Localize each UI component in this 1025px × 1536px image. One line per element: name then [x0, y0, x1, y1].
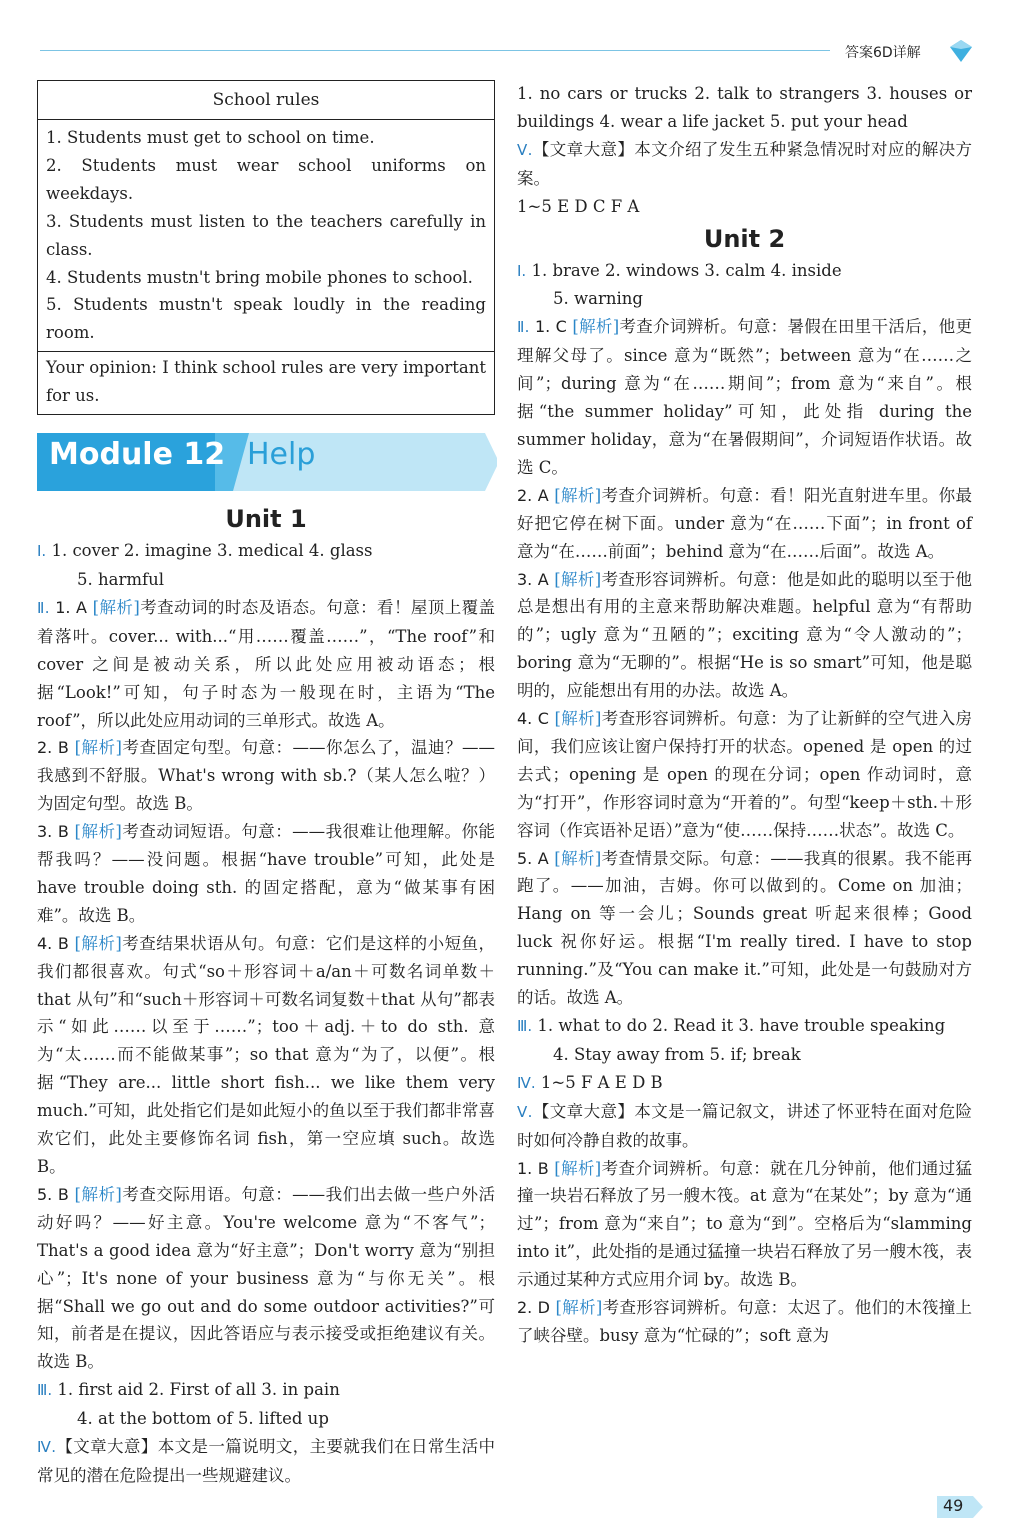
section-number: Ⅴ.	[517, 1102, 533, 1121]
module-title: Help	[247, 437, 316, 473]
section-number: Ⅳ.	[37, 1438, 56, 1457]
summary-text: 【文章大意】本文是一篇说明文，主要就我们在日常生活中常见的潜在危险提出一些规避建议。	[37, 1437, 495, 1485]
answer-line: 1~5 F A E D B	[540, 1072, 663, 1092]
analysis-tag: [解析]	[554, 848, 602, 868]
analysis-text: 考查情景交际。句意：——我真的很累。我不能再跑了。——加油，吉姆。你可以做到的。Come on 加油；Hang on 等一会儿；Sounds great 听起来很棒；Good luck 祝你好运。根据“I'm really tired. I have to stop running.”及“You can make it.”可知，此处是一句鼓励对方的话。故选 A。	[517, 848, 973, 1008]
analysis-tag: [解析]	[74, 738, 122, 758]
module-banner	[37, 429, 495, 495]
analysis-text: 考查介词辨析。句意：看！阳光直射进车里。你最好把它停在树下面。under 意为“在……下面”；in front of 意为“在……前面”；behind 意为“在……后面”。故选 A。	[517, 485, 973, 561]
rules-list	[38, 120, 494, 352]
section-number: Ⅳ.	[517, 1073, 536, 1092]
opinion-text: Your opinion: I think school rules are very important for us.	[46, 358, 486, 406]
analysis-text: 考查动词短语。句意：——我很难让他理解。你能帮我吗？——没问题。根据“have trouble”可知，此处是 have trouble doing sth. 的固定搭配，意为“做某事有困难”。故选 B。	[37, 822, 496, 925]
analysis-text: 考查固定句型。句意：——你怎么了，温迪？——我感到不舒服。What's wrong with sb.?（某人怎么啦？）为固定句型。故选 B。	[37, 738, 496, 814]
analysis-tag: [解析]	[555, 1298, 603, 1318]
left-column	[37, 80, 495, 1490]
question-answer: 1. A	[55, 597, 87, 617]
rule-item: 2. Students must wear school uniforms on weekdays.	[46, 155, 486, 203]
analysis-tag: [解析]	[554, 569, 602, 589]
rule-item: 5. Students mustn't speak loudly in the reading room.	[46, 295, 486, 343]
header-label: 答案6D详解	[845, 45, 921, 61]
section-number: Ⅲ.	[37, 1381, 53, 1400]
analysis-tag: [解析]	[74, 933, 122, 953]
module-label: Module 12	[49, 437, 226, 473]
analysis-tag: [解析]	[572, 317, 620, 337]
analysis-text: 考查形容词辨析。句意：为了让新鲜的空气进入房间，我们应该让窗户保持打开的状态。opened 是 open 的过去式；opening 是 open 的现在分词；open 作动词时，意为“打开”，作形容词时意为“开着的”。句型“keep＋sth.＋形容词（作宾语补足语）”意为“使……保持……状态”。故选 C。	[517, 709, 973, 840]
analysis-text: 考查介词辨析。句意：暑假在田里干活后，他更理解父母了。since 意为“既然”；between 意为“在……之间”；during 意为“在……期间”；from 意为“来自”。根据“the summer holiday”可知，此处指 during the summer holiday，意为“在暑假期间”，介词短语作状语。故选 C。	[517, 317, 972, 477]
section-number: Ⅱ.	[37, 598, 50, 617]
question-answer: 3. B	[37, 822, 69, 842]
analysis-text: 考查介词辨析。句意：就在几分钟前，他们通过猛撞一块岩石释放了另一艘木筏。at 意为“在某处”；by 意为“通过”；from 意为“来自”；to 意为“到”。空格后为“slamming into it”，此处指的是通过猛撞一块岩石释放了另一艘木筏，表示通过某种方式应用介词 by。故选 B。	[517, 1158, 973, 1290]
right-column	[517, 80, 972, 1350]
analysis-text: 考查交际用语。句意：——我们出去做一些户外活动好吗？——好主意。You're welcome 意为“不客气”；That's a good idea 意为“好主意”；Don't worry 意为“别担心”；It's none of your business 意为“与你无关”。根据“Shall we go out and do some outdoor activities?”可知，前者是在提议，因此答语应与表示接受或拒绝建议有关。故选 B。	[37, 1184, 496, 1372]
answer-line: 1. brave 2. windows 3. calm 4. inside	[531, 260, 842, 280]
question-answer: 4. C	[517, 709, 549, 729]
section-number: Ⅰ.	[517, 261, 527, 280]
summary-text: 【文章大意】本文是一篇记叙文，讲述了怀亚特在面对危险时如何冷静自救的故事。	[517, 1101, 972, 1150]
unit-heading: Unit 2	[703, 224, 786, 253]
question-answer: 2. D	[517, 1298, 550, 1318]
page-number: 49	[943, 1496, 964, 1515]
analysis-text: 考查结果状语从句。句意：它们是这样的小短鱼，我们都很喜欢。句式“so＋形容词＋a/an＋可数名词单数＋that 从句”和“such＋形容词＋可数名词复数＋that 从句”都表示“如此……以至于……”；too＋adj.＋to do sth. 意为“太……而不能做某事”；so that 意为“为了，以便”。根据“They are... little short fish... we like them very much.”可知，此处指它们是如此短小的鱼以至于我们都非常喜欢它们，此处主要修饰名词 fish，第一空应填 such。故选 B。	[37, 933, 496, 1176]
summary-text: 【文章大意】本文介绍了发生五种紧急情况时对应的解决方案。	[517, 139, 972, 188]
question-answer: 1. B	[517, 1158, 549, 1178]
answer-line: 1. no cars or trucks 2. talk to strangers 3. houses or buildings 4. wear a life jacket 5. put your head	[517, 84, 972, 131]
analysis-tag: [解析]	[554, 485, 602, 505]
rule-item: 3. Students must listen to the teachers carefully in class.	[46, 211, 486, 259]
answer-line: 5. harmful	[77, 569, 164, 589]
header-rule	[40, 50, 830, 51]
section-number: Ⅰ.	[37, 542, 47, 561]
answer-line: 4. Stay away from 5. if; break	[553, 1044, 801, 1064]
analysis-text: 考查形容词辨析。句意：太迟了。他们的木筏撞上了峡谷壁。busy 意为“忙碌的”；soft 意为	[517, 1298, 973, 1345]
question-answer: 4. B	[37, 933, 69, 953]
analysis-tag: [解析]	[74, 822, 122, 842]
question-answer: 2. A	[517, 485, 549, 505]
section-number: Ⅲ.	[517, 1017, 533, 1035]
question-answer: 1. C	[535, 317, 567, 337]
answer-line: 1. cover 2. imagine 3. medical 4. glass	[51, 541, 373, 561]
school-rules-table	[37, 80, 495, 415]
page-number-badge	[935, 1494, 985, 1524]
analysis-tag: [解析]	[554, 1158, 602, 1178]
question-answer: 5. B	[37, 1184, 69, 1204]
rule-item: 4. Students mustn't bring mobile phones to school.	[46, 267, 473, 287]
unit-heading: Unit 1	[225, 505, 307, 534]
section-number: Ⅴ.	[517, 140, 533, 159]
analysis-tag: [解析]	[92, 597, 140, 617]
analysis-tag: [解析]	[74, 1184, 122, 1204]
question-answer: 3. A	[517, 569, 549, 589]
answer-line: 1~5 E D C F A	[517, 196, 640, 216]
answer-line: 1. what to do 2. Read it 3. have trouble speaking	[537, 1016, 946, 1035]
question-answer: 5. A	[517, 848, 549, 868]
analysis-tag: [解析]	[554, 709, 602, 729]
answer-line: 1. first aid 2. First of all 3. in pain	[57, 1380, 340, 1400]
analysis-text: 考查形容词辨析。句意：他是如此的聪明以至于他总是想出有用的主意来帮助解决难题。helpful 意为“有帮助的”；ugly 意为“丑陋的”；exciting 意为“令人激动的”；boring 意为“无聊的”。根据“He is so smart”可知，他是聪明的，应能想出有用的办法。故选 A。	[517, 569, 973, 701]
section-number: Ⅱ.	[517, 318, 530, 337]
rule-item: 1. Students must get to school on time.	[46, 128, 375, 147]
answer-line: 4. at the bottom of 5. lifted up	[77, 1409, 329, 1429]
gem-icon	[948, 38, 974, 64]
question-answer: 2. B	[37, 738, 69, 758]
answer-line: 5. warning	[553, 289, 643, 309]
table-title: School rules	[38, 81, 494, 120]
analysis-text: 考查动词的时态及语态。句意：看！屋顶上覆盖着落叶。cover... with...“用……覆盖……”，“The roof”和 cover 之间是被动关系，所以此处应用被动语态；根据“Look!”可知，句子时态为一般现在时，主语为“The roof”，所以此处应用动词的三单形式。故选 A。	[37, 597, 496, 730]
